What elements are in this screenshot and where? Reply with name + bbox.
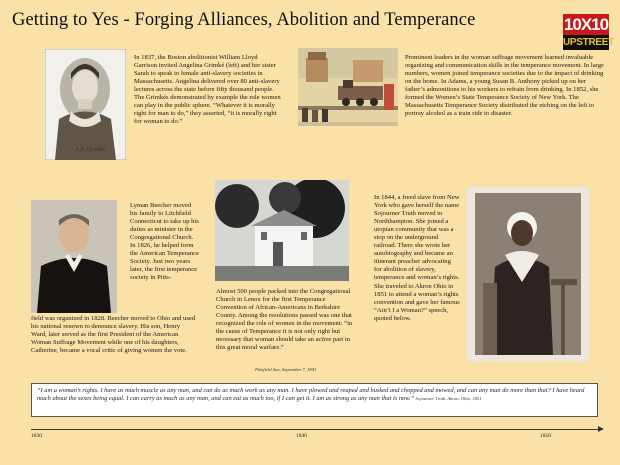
timeline-label-1850: 1850: [540, 433, 551, 439]
lenox-source: Pittsfield Sun, September 7, 1843: [255, 367, 317, 372]
sojourner-quote-box: [31, 383, 598, 417]
beecher-portrait: [31, 200, 117, 313]
lenox-text: Almost 500 people packed into the Congregational Church in Lenox for the first Temperance Convention of African-Americans in Berkshire County. Among the resolutions passed was one that recognized the role of women in the movement: “in the cause of Temperance it is not only right but necessary that woman should take an active part in this great moral warfare.”: [216, 288, 353, 352]
sojourner-quote-source: Sojourner Truth, Akron, Ohio, 1851: [415, 396, 482, 402]
timeline-label-1830: 1830: [31, 433, 42, 439]
suffrage-text: Prominent leaders in the woman suffrage movement learned invaluable organizing and communication skills in the temperance movement. In large numbers, women joined temperance societies due to the impact of drinking on the home. In Adams, a young Susan B. Anthony picked up on her father’s admonitions to his workers to refrain from drinking. In 1852, she formed the Women’s State Temperance Society of New York. The Massachusetts Temperance Society distributed the etching on the left to portray alcohol as a train ride to disaster.: [405, 54, 604, 118]
lenox-church-photo: [215, 180, 349, 281]
beecher-text-wide: field was organized in 1828. Beecher moved to Ohio and used his national renown to denounce slavery. His son, Henry Ward, later served as the first President of the American Woman Suffrage Movement while one of his daughters, Catherine, became a vocal critic of giving women the vote.: [31, 315, 196, 355]
timeline-axis: [31, 429, 599, 430]
page-title: Getting to Yes - Forging Alliances, Abolition and Temperance: [12, 10, 476, 30]
10x10-upstreet-logo: [563, 14, 614, 50]
sojourner-quote-text: “I am a woman’s rights. I have as much muscle as any man, and can do as much work as any man. I have plowed and reaped and husked and chopped and mowed, and can any man do more than that? I have heard much about the sexes being equal. I can carry as much as any man, and can eat as much too, if I can get it. I am as strong as any man that is now.”: [37, 387, 585, 403]
beecher-text-narrow: Lyman Beecher moved his family to Litchfield Connecticut to take up his duties as minister in the Congregational Church. In 1826, he helped form the American Temperance Society. Just two years later, the first temperance society in Pitts-: [130, 202, 199, 282]
truth-text: In 1844, a freed slave from New York who gave herself the name Sojourner Truth moved to Northhampton. She joined a utopian community that was a stop on the underground railroad. There she wrote her autobiography and became an itinerant preacher advocating for abolition of slavery, temperance and woman’s rights. She traveled to Akron Ohio in 1851 to attend a woman’s rights convention and gave her famous “Ain’t I a Woman?” speech, quoted below.: [374, 194, 460, 322]
timeline-label-1840: 1840: [296, 433, 307, 439]
temperance-train-etching: [298, 48, 398, 126]
grimke-portrait: [45, 49, 126, 160]
grimke-text: In 1837, the Boston abolitionist William Lloyd Garrison invited Angelina Grimké (left) and her sister Sarah to speak to female anti-slavery societies in Massachusetts. Angelina delivered over 80 anti-slavery lectures across the state before fifty thousand people. The Grimkés demonstrated by example the role women can play in the public sphere. “Whatever it is morally right for man to do,” they asserted, “it is morally right for woman to do.”: [134, 54, 281, 126]
sojourner-truth-portrait: [467, 187, 589, 361]
logo-top-text: 10X10: [563, 15, 609, 34]
logo-bottom-text: UPSTREET: [563, 37, 614, 48]
timeline-arrow-icon: [598, 426, 604, 432]
grimke-signature: A.E. Grimké: [75, 147, 105, 153]
